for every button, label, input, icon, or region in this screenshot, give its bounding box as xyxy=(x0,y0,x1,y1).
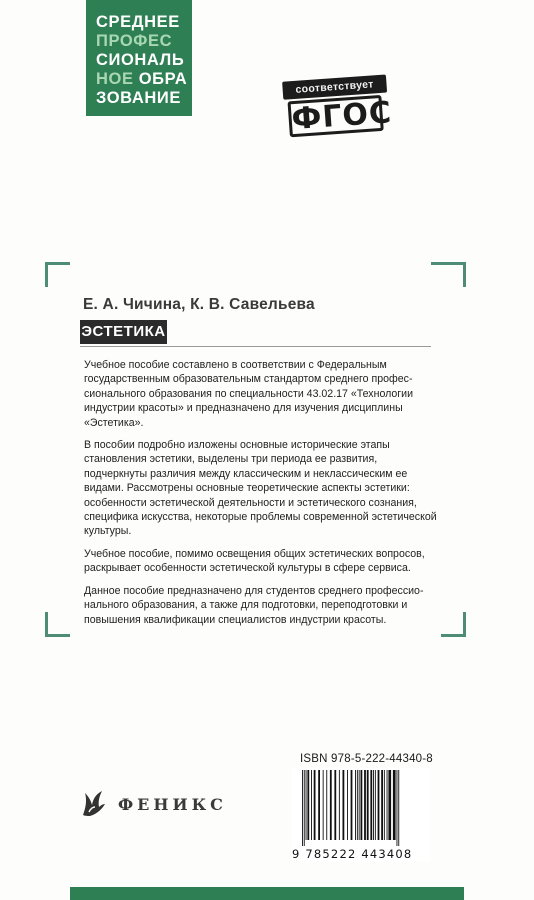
barcode-bar xyxy=(359,770,360,840)
barcode-bar xyxy=(314,770,316,840)
series-logo-segment: НОЕ xyxy=(96,70,134,88)
fgos-stamp xyxy=(280,70,394,144)
barcode-bar xyxy=(378,770,380,840)
barcode-bar xyxy=(347,770,348,840)
corner-bracket-bottom-right xyxy=(441,612,466,637)
barcode-bar xyxy=(381,770,383,840)
series-logo-line xyxy=(96,33,172,50)
fgos-stamp-top-text: соответствует xyxy=(282,75,387,100)
barcode-bar xyxy=(302,770,303,846)
series-logo-line xyxy=(96,52,184,69)
barcode-bar xyxy=(355,770,356,840)
barcode-bars xyxy=(300,770,422,846)
barcode-bar xyxy=(330,770,332,840)
series-logo-segment: СИОНАЛЬ xyxy=(96,51,185,69)
barcode-bar xyxy=(323,770,324,840)
barcode-bar xyxy=(397,770,398,846)
title-divider xyxy=(80,346,431,347)
series-logo-segment: СРЕДНЕЕ xyxy=(96,13,180,31)
description-paragraph: В пособии подробно изложены основные исторические этапы становления эстетики, выделены три периода ее развития, подчеркнуты различия между классическим и неклассическим ее видами. Рассмотрены основные теоретические аспекты эстетики: особенности эстетической деятельности и эстетического сознания, специфика искусства, некоторые проблемы современной эстетической культуры. xyxy=(84,439,437,538)
barcode-bar xyxy=(304,770,305,846)
barcode-bar xyxy=(311,770,312,840)
barcode-bar xyxy=(388,770,391,840)
barcode-bar xyxy=(367,770,369,840)
barcode-bar xyxy=(339,770,340,840)
series-logo xyxy=(86,0,192,116)
corner-bracket-top-left xyxy=(45,262,70,287)
description-paragraph: Данное пособие предназначено для студентов среднего профессионального образования, а также для подготовки, переподготовки и повышения квалификации специалистов индустрии красоты. xyxy=(84,584,424,626)
barcode-bar xyxy=(384,770,385,840)
series-logo-segment: ЗОВАНИЕ xyxy=(96,89,181,107)
barcode-bar xyxy=(357,770,358,840)
barcode-bar xyxy=(343,770,345,840)
series-logo-segment: ОБРА xyxy=(133,70,188,88)
barcode-bar xyxy=(393,770,396,840)
barcode xyxy=(292,768,430,862)
barcode-bar xyxy=(334,770,336,840)
barcode-bar xyxy=(307,770,309,840)
series-logo-line xyxy=(96,14,180,31)
book-authors: Е. А. Чичина, К. В. Савельева xyxy=(83,296,315,313)
barcode-bar xyxy=(387,770,388,840)
series-logo-segment: ПРОФЕС xyxy=(96,32,173,50)
barcode-digits: 9 785222 443408 xyxy=(292,847,413,861)
description-paragraph: Учебное пособие, помимо освещения общих эстетических вопросов, раскрывает особенности эстетической культуры в сфере сервиса. xyxy=(84,547,425,575)
barcode-bar xyxy=(364,770,366,840)
book-title: ЭСТЕТИКА xyxy=(80,320,167,344)
barcode-bar xyxy=(326,770,327,840)
barcode-bar xyxy=(306,770,307,840)
fgos-stamp-main-text: ФГОС xyxy=(287,95,383,137)
description-paragraph: Учебное пособие составлено в соответствии с Федеральным государственным образовательным стандартом среднего профессионального образования по специальности 43.02.17 «Технологии индустрии красоты» и предназначено для изучения дисциплины «Эстетика». xyxy=(84,359,413,429)
series-logo-line xyxy=(96,71,187,88)
barcode-bar xyxy=(361,770,363,840)
corner-bracket-bottom-left xyxy=(45,612,70,637)
publisher-name: ФЕНИКС xyxy=(118,795,227,814)
barcode-bar xyxy=(398,770,399,846)
barcode-bar xyxy=(318,770,320,840)
isbn-label: ISBN 978-5-222-44340-8 xyxy=(300,753,433,765)
barcode-bar xyxy=(370,770,372,840)
phoenix-bird-icon xyxy=(80,788,106,818)
corner-bracket-top-right xyxy=(431,262,466,287)
series-logo-line xyxy=(96,90,181,107)
book-description xyxy=(84,358,440,635)
barcode-bar xyxy=(375,770,376,840)
barcode-bar xyxy=(351,770,353,840)
barcode-bar xyxy=(373,770,374,840)
bottom-accent-band xyxy=(70,887,464,900)
